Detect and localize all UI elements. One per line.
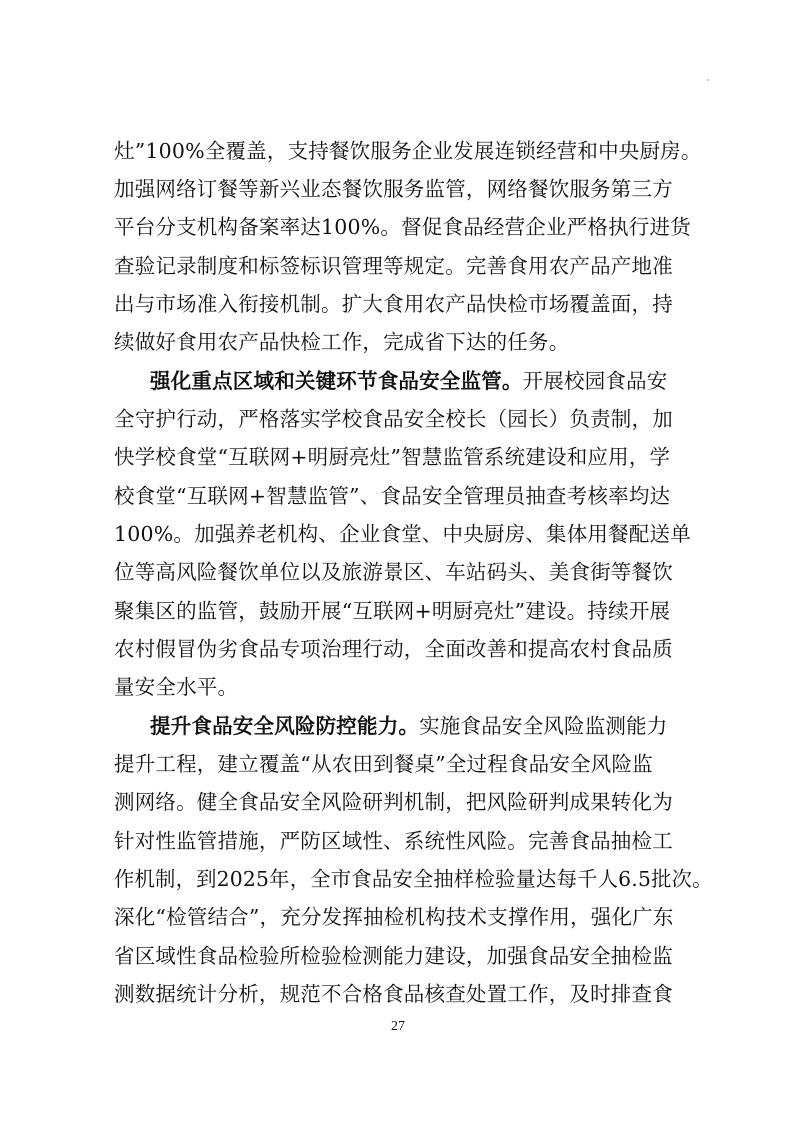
text-line: 测数据统计分析，规范不合格食品核查处置工作，及时排查食 bbox=[114, 982, 673, 1006]
text-line: 量安全水平。 bbox=[114, 675, 239, 699]
text-run: 实施食品安全风险监测能力 bbox=[419, 714, 668, 738]
text-line: 提升工程，建立覆盖“从农田到餐桌”全过程食品安全风险监 bbox=[114, 752, 653, 776]
text-run: 开展校园食品安 bbox=[522, 369, 668, 393]
text-line: 农村假冒伪劣食品专项治理行动，全面改善和提高农村食品质 bbox=[114, 637, 673, 661]
text-line: 续做好食用农产品快检工作，完成省下达的任务。 bbox=[114, 330, 570, 354]
text-line: 测网络。健全食品安全风险研判机制，把风险研判成果转化为 bbox=[114, 790, 673, 814]
text-line: 聚集区的监管，鼓励开展“互联网+明厨亮灶”建设。持续开展 bbox=[114, 599, 671, 623]
text-line: 灶”100%全覆盖，支持餐饮服务企业发展连锁经营和中央厨房。 bbox=[114, 139, 702, 163]
text-line: 省区域性食品检验所检验检测能力建设，加强食品安全抽检监 bbox=[114, 944, 673, 968]
text-line: 针对性监管措施，严防区域性、系统性风险。完善食品抽检工 bbox=[114, 829, 673, 853]
scan-mark bbox=[707, 79, 709, 81]
text-line: 深化“检管结合”，充分发挥抽检机构技术支撑作用，强化广东 bbox=[114, 905, 674, 929]
text-line: 全守护行动，严格落实学校食品安全校长（园长）负责制，加 bbox=[114, 407, 673, 431]
text-line: 校食堂“互联网+智慧监管”、食品安全管理员抽查考核率均达 bbox=[114, 484, 671, 508]
paragraph-first-line bbox=[150, 711, 668, 741]
paragraph-first-line bbox=[150, 366, 668, 396]
text-line: 位等高风险餐饮单位以及旅游景区、车站码头、美食街等餐饮 bbox=[114, 560, 673, 584]
text-line: 查验记录制度和标签标识管理等规定。完善食用农产品产地准 bbox=[114, 254, 673, 278]
text-line: 快学校食堂“互联网+明厨亮灶”智慧监管系统建设和应用，学 bbox=[114, 445, 671, 469]
section-heading: 提升食品安全风险防控能力。 bbox=[150, 714, 420, 738]
text-line: 作机制，到2025年，全市食品安全抽样检验量达每千人6.5批次。 bbox=[114, 867, 713, 891]
text-line: 100%。加强养老机构、企业食堂、中央厨房、集体用餐配送单 bbox=[114, 522, 691, 546]
text-line: 出与市场准入衔接机制。扩大食用农产品快检市场覆盖面，持 bbox=[114, 292, 673, 316]
text-line: 平台分支机构备案率达100%。督促食品经营企业严格执行进货 bbox=[114, 215, 691, 239]
section-heading: 强化重点区域和关键环节食品安全监管。 bbox=[150, 369, 523, 393]
page-number: 27 bbox=[391, 1019, 405, 1034]
text-line: 加强网络订餐等新兴业态餐饮服务监管，网络餐饮服务第三方 bbox=[114, 177, 673, 201]
